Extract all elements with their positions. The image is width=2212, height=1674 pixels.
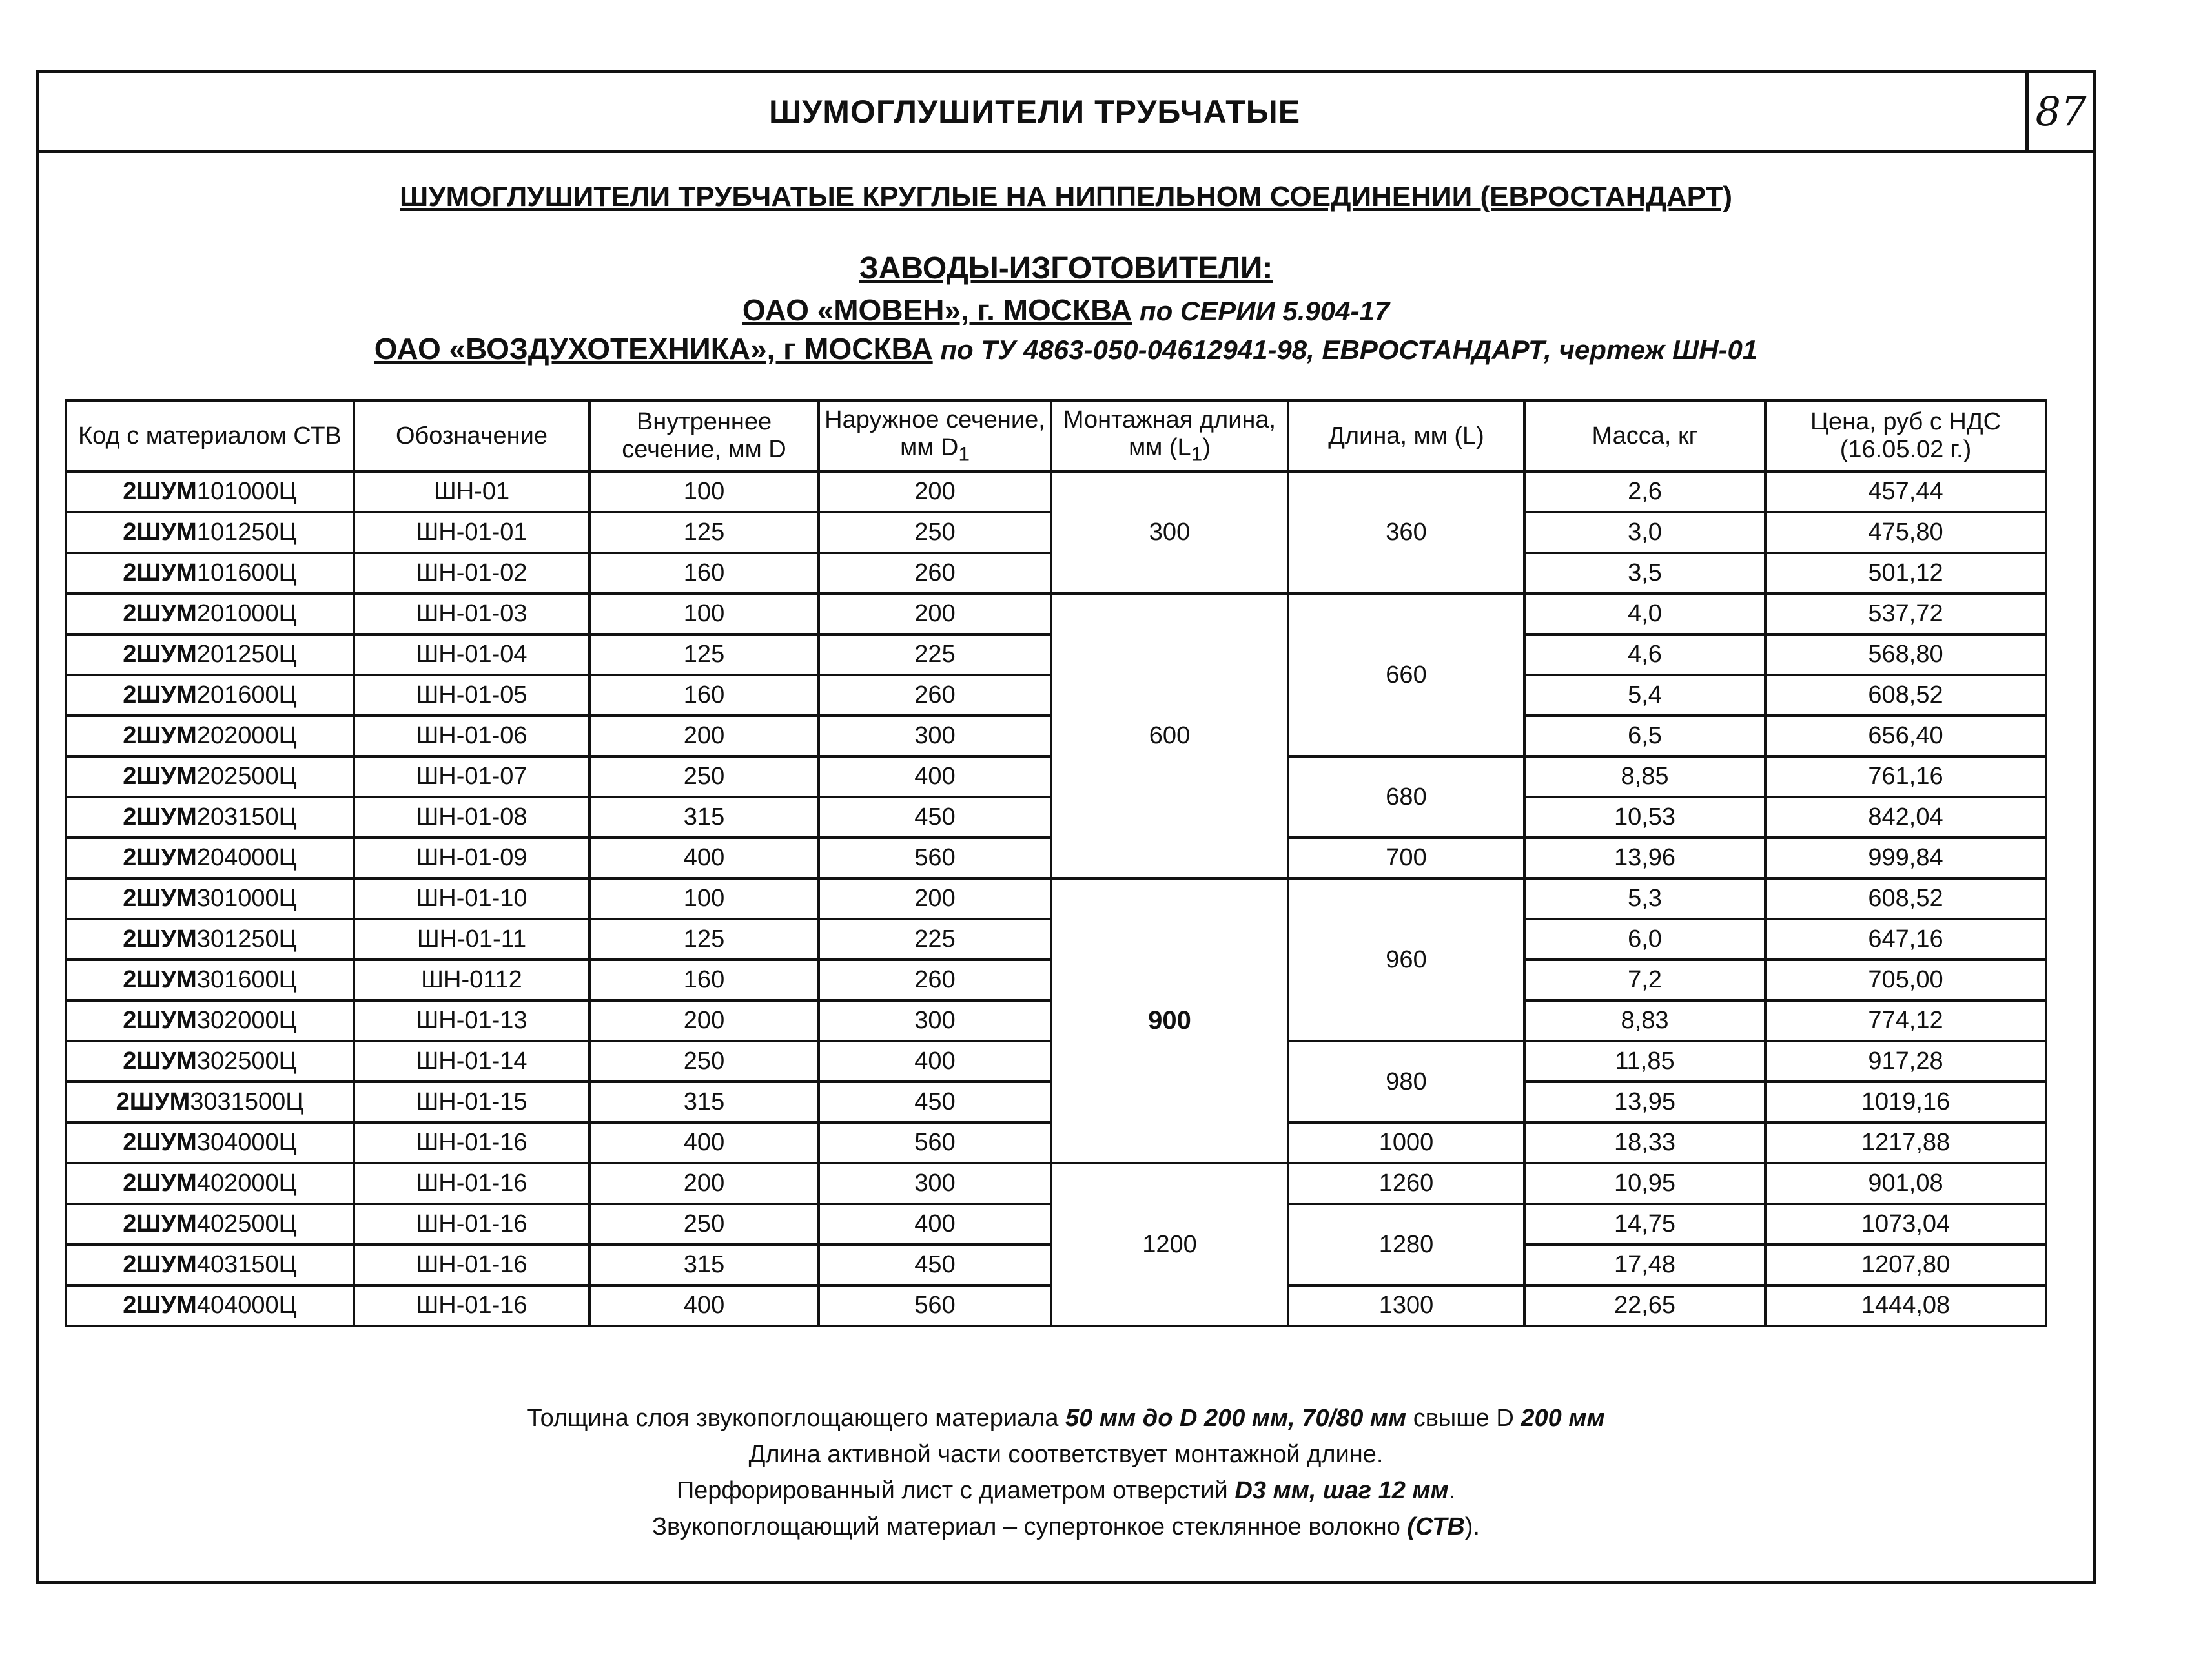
note-3-c: . [1448, 1477, 1456, 1504]
cell-inner-d: 250 [589, 1204, 819, 1245]
section-subtitle: ШУМОГЛУШИТЕЛИ ТРУБЧАТЫЕ КРУГЛЫЕ НА НИППЕЛЬНОМ СОЕДИНЕНИИ (ЕВРОСТАНДАРТ) [400, 181, 1732, 212]
code-number: 201000Ц [196, 600, 297, 628]
table-row [66, 471, 2046, 512]
manufacturer-2-note: по ТУ 4863-050-04612941-98, ЕВРОСТАНДАРТ, чертеж ШН-01 [932, 335, 1758, 365]
header-designation: Обозначение [354, 400, 589, 471]
cell-code [66, 1285, 354, 1326]
code-prefix: 2ШУМ [123, 600, 197, 628]
table-header-row [66, 400, 2046, 471]
cell-outer-d1: 200 [819, 878, 1051, 919]
cell-code [66, 960, 354, 1000]
code-prefix: 2ШУМ [123, 722, 197, 750]
cell-inner-d: 125 [589, 919, 819, 960]
code-number: 101000Ц [196, 478, 297, 506]
code-number: 304000Ц [196, 1129, 297, 1157]
cell-mass: 18,33 [1524, 1122, 1765, 1163]
cell-price: 901,08 [1765, 1163, 2046, 1204]
code-prefix: 2ШУМ [123, 641, 197, 668]
cell-designation: ШН-01-08 [354, 797, 589, 838]
cell-price: 608,52 [1765, 675, 2046, 716]
cell-mass: 13,95 [1524, 1082, 1765, 1122]
cell-code [66, 1000, 354, 1041]
cell-inner-d: 160 [589, 675, 819, 716]
cell-inner-d: 160 [589, 553, 819, 594]
cell-code [66, 756, 354, 797]
cell-designation: ШН-01-15 [354, 1082, 589, 1122]
page-frame [36, 70, 2096, 1584]
cell-designation: ШН-01-10 [354, 878, 589, 919]
cell-outer-d1: 225 [819, 634, 1051, 675]
cell-code [66, 1163, 354, 1204]
cell-code [66, 512, 354, 553]
code-prefix: 2ШУМ [123, 885, 197, 913]
code-number: 202500Ц [196, 763, 297, 790]
cell-mass: 10,53 [1524, 797, 1765, 838]
header-mount-sub: 1 [1191, 442, 1203, 466]
cell-code [66, 797, 354, 838]
note-3-a: Перфорированный лист с диаметром отверстий [676, 1477, 1235, 1504]
code-prefix: 2ШУМ [123, 1170, 197, 1197]
cell-price: 1444,08 [1765, 1285, 2046, 1326]
cell-price: 774,12 [1765, 1000, 2046, 1041]
cell-designation: ШН-01-07 [354, 756, 589, 797]
code-number: 101600Ц [196, 559, 297, 587]
note-3-b: D3 мм, шаг 12 мм [1234, 1477, 1449, 1504]
cell-outer-d1: 560 [819, 1285, 1051, 1326]
cell-outer-d1: 560 [819, 838, 1051, 878]
code-prefix: 2ШУМ [123, 478, 197, 506]
code-number: 203150Ц [196, 803, 297, 831]
cell-price: 1207,80 [1765, 1245, 2046, 1285]
note-2: Длина активной части соответствует монтажной длине. [748, 1441, 1384, 1468]
cell-outer-d1: 200 [819, 594, 1051, 634]
cell-designation: ШН-01 [354, 471, 589, 512]
cell-mass: 6,5 [1524, 716, 1765, 756]
code-prefix: 2ШУМ [123, 519, 197, 546]
cell-designation: ШН-01-03 [354, 594, 589, 634]
cell-outer-d1: 300 [819, 716, 1051, 756]
cell-code [66, 1204, 354, 1245]
code-prefix: 2ШУМ [123, 1129, 197, 1157]
cell-inner-d: 315 [589, 797, 819, 838]
code-number: 201250Ц [196, 641, 297, 668]
code-number: 301000Ц [196, 885, 297, 913]
cell-outer-d1: 200 [819, 471, 1051, 512]
cell-outer-d1: 225 [819, 919, 1051, 960]
cell-mass: 5,3 [1524, 878, 1765, 919]
table-row [66, 878, 2046, 919]
cell-length: 660 [1288, 594, 1524, 756]
cell-designation: ШН-01-02 [354, 553, 589, 594]
cell-mass: 7,2 [1524, 960, 1765, 1000]
cell-inner-d: 200 [589, 1000, 819, 1041]
cell-price: 705,00 [1765, 960, 2046, 1000]
cell-price: 647,16 [1765, 919, 2046, 960]
code-number: 301250Ц [196, 925, 297, 953]
cell-outer-d1: 400 [819, 1204, 1051, 1245]
cell-length: 1300 [1288, 1285, 1524, 1326]
manufacturer-2-name: ОАО «ВОЗДУХОТЕХНИКА», г МОСКВА [374, 332, 933, 366]
code-number: 404000Ц [196, 1292, 297, 1319]
cell-inner-d: 250 [589, 756, 819, 797]
cell-inner-d: 100 [589, 594, 819, 634]
table-row [66, 594, 2046, 634]
header-outer-sub: 1 [958, 442, 970, 466]
cell-price: 761,16 [1765, 756, 2046, 797]
cell-price: 501,12 [1765, 553, 2046, 594]
cell-mass: 22,65 [1524, 1285, 1765, 1326]
header-price: Цена, руб с НДС (16.05.02 г.) [1765, 400, 2046, 471]
cell-price: 457,44 [1765, 471, 2046, 512]
cell-designation: ШН-01-11 [354, 919, 589, 960]
cell-price: 917,28 [1765, 1041, 2046, 1082]
code-prefix: 2ШУМ [123, 763, 197, 790]
cell-length: 1260 [1288, 1163, 1524, 1204]
cell-outer-d1: 300 [819, 1163, 1051, 1204]
manufacturers-heading: ЗАВОДЫ-ИЗГОТОВИТЕЛИ: [859, 251, 1273, 285]
cell-mass: 17,48 [1524, 1245, 1765, 1285]
code-number: 402000Ц [196, 1170, 297, 1197]
silencer-spec-table [65, 399, 2047, 1327]
manufacturer-1-name: ОАО «МОВЕН», г. МОСКВА [742, 293, 1132, 327]
cell-inner-d: 125 [589, 634, 819, 675]
cell-length: 680 [1288, 756, 1524, 838]
cell-price: 1217,88 [1765, 1122, 2046, 1163]
code-prefix: 2ШУМ [123, 1251, 197, 1279]
code-prefix: 2ШУМ [123, 844, 197, 872]
cell-mass: 3,0 [1524, 512, 1765, 553]
cell-length: 980 [1288, 1041, 1524, 1122]
note-1-a: Толщина слоя звукопоглощающего материала [527, 1405, 1066, 1432]
cell-inner-d: 400 [589, 1285, 819, 1326]
code-prefix: 2ШУМ [123, 803, 197, 831]
code-number: 202000Ц [196, 722, 297, 750]
cell-outer-d1: 450 [819, 1082, 1051, 1122]
cell-mount-length: 1200 [1051, 1163, 1288, 1326]
header-mount-close: ) [1202, 433, 1211, 461]
manufacturer-line-1 [39, 293, 2093, 327]
cell-mass: 10,95 [1524, 1163, 1765, 1204]
code-number: 204000Ц [196, 844, 297, 872]
cell-outer-d1: 400 [819, 1041, 1051, 1082]
code-prefix: 2ШУМ [123, 681, 197, 709]
cell-code [66, 878, 354, 919]
note-4-b: (СТВ [1407, 1513, 1465, 1540]
cell-inner-d: 200 [589, 716, 819, 756]
code-prefix: 2ШУМ [123, 925, 197, 953]
cell-designation: ШН-01-13 [354, 1000, 589, 1041]
table-body [66, 471, 2046, 1326]
page-title: ШУМОГЛУШИТЕЛИ ТРУБЧАТЫЕ [768, 93, 1301, 130]
cell-code [66, 919, 354, 960]
cell-price: 537,72 [1765, 594, 2046, 634]
cell-designation: ШН-01-14 [354, 1041, 589, 1082]
cell-mass: 4,0 [1524, 594, 1765, 634]
cell-outer-d1: 300 [819, 1000, 1051, 1041]
cell-designation: ШН-01-06 [354, 716, 589, 756]
code-number: 402500Ц [196, 1210, 297, 1238]
cell-mass: 8,83 [1524, 1000, 1765, 1041]
cell-outer-d1: 260 [819, 960, 1051, 1000]
cell-code [66, 634, 354, 675]
code-prefix: 2ШУМ [123, 1210, 197, 1238]
cell-outer-d1: 260 [819, 553, 1051, 594]
cell-inner-d: 400 [589, 1122, 819, 1163]
cell-outer-d1: 260 [819, 675, 1051, 716]
code-number: 302500Ц [196, 1048, 297, 1075]
note-3 [39, 1472, 2093, 1509]
cell-mass: 6,0 [1524, 919, 1765, 960]
cell-length: 960 [1288, 878, 1524, 1041]
cell-mass: 14,75 [1524, 1204, 1765, 1245]
note-4-c: ). [1464, 1513, 1480, 1540]
cell-length: 360 [1288, 471, 1524, 594]
cell-inner-d: 400 [589, 838, 819, 878]
cell-code [66, 716, 354, 756]
cell-mount-length: 600 [1051, 594, 1288, 878]
cell-code [66, 838, 354, 878]
cell-outer-d1: 400 [819, 756, 1051, 797]
cell-price: 1073,04 [1765, 1204, 2046, 1245]
cell-designation: ШН-01-04 [354, 634, 589, 675]
note-1-b: 50 мм до D 200 мм, 70/80 мм [1065, 1405, 1407, 1432]
header-mount-text: Монтажная длина, мм (L [1063, 406, 1276, 461]
cell-price: 656,40 [1765, 716, 2046, 756]
header-length: Длина, мм (L) [1288, 400, 1524, 471]
cell-code [66, 1041, 354, 1082]
code-prefix: 2ШУМ [123, 966, 197, 994]
cell-designation: ШН-01-16 [354, 1122, 589, 1163]
cell-mass: 8,85 [1524, 756, 1765, 797]
header-mass: Масса, кг [1524, 400, 1765, 471]
cell-designation: ШН-0112 [354, 960, 589, 1000]
code-number: 3031500Ц [190, 1088, 304, 1116]
cell-inner-d: 100 [589, 878, 819, 919]
header-code: Код с материалом СТВ [66, 400, 354, 471]
cell-price: 475,80 [1765, 512, 2046, 553]
cell-mass: 3,5 [1524, 553, 1765, 594]
code-prefix: 2ШУМ [123, 1292, 197, 1319]
cell-designation: ШН-01-16 [354, 1204, 589, 1245]
cell-code [66, 1245, 354, 1285]
cell-price: 1019,16 [1765, 1082, 2046, 1122]
cell-inner-d: 160 [589, 960, 819, 1000]
cell-inner-d: 315 [589, 1245, 819, 1285]
note-1-d: 200 мм [1521, 1405, 1605, 1432]
header-outer-section [819, 400, 1051, 471]
cell-code [66, 675, 354, 716]
cell-mass: 5,4 [1524, 675, 1765, 716]
cell-length: 1280 [1288, 1204, 1524, 1285]
cell-outer-d1: 450 [819, 1245, 1051, 1285]
cell-designation: ШН-01-16 [354, 1285, 589, 1326]
cell-inner-d: 100 [589, 471, 819, 512]
code-number: 302000Ц [196, 1007, 297, 1035]
page-number: 87 [2025, 73, 2093, 150]
code-number: 101250Ц [196, 519, 297, 546]
cell-code [66, 471, 354, 512]
code-prefix: 2ШУМ [123, 1048, 197, 1075]
cell-inner-d: 250 [589, 1041, 819, 1082]
cell-outer-d1: 560 [819, 1122, 1051, 1163]
header-mount-length [1051, 400, 1288, 471]
cell-outer-d1: 250 [819, 512, 1051, 553]
cell-mass: 2,6 [1524, 471, 1765, 512]
cell-code [66, 594, 354, 634]
cell-outer-d1: 450 [819, 797, 1051, 838]
cell-mount-length: 900 [1051, 878, 1288, 1163]
cell-length: 1000 [1288, 1122, 1524, 1163]
header-row [39, 73, 2093, 153]
cell-inner-d: 125 [589, 512, 819, 553]
cell-mass: 11,85 [1524, 1041, 1765, 1082]
cell-mount-length: 300 [1051, 471, 1288, 594]
header-outer-text: Наружное сечение, мм D [824, 406, 1045, 461]
note-4-a: Звукопоглощающий материал – супертонкое стеклянное волокно [652, 1513, 1408, 1540]
note-4 [39, 1509, 2093, 1545]
manufacturer-1-note: по СЕРИИ 5.904-17 [1132, 296, 1390, 326]
cell-price: 842,04 [1765, 797, 2046, 838]
cell-inner-d: 315 [589, 1082, 819, 1122]
code-number: 403150Ц [196, 1251, 297, 1279]
cell-designation: ШН-01-16 [354, 1163, 589, 1204]
cell-designation: ШН-01-01 [354, 512, 589, 553]
code-prefix: 2ШУМ [123, 1007, 197, 1035]
notes-block [39, 1400, 2093, 1545]
manufacturer-line-2 [39, 331, 2093, 366]
code-number: 301600Ц [196, 966, 297, 994]
cell-code [66, 1082, 354, 1122]
code-prefix: 2ШУМ [116, 1088, 190, 1116]
code-prefix: 2ШУМ [123, 559, 197, 587]
note-1-c: свыше D [1406, 1405, 1521, 1432]
header-inner-section: Внутреннее сечение, мм D [589, 400, 819, 471]
cell-price: 608,52 [1765, 878, 2046, 919]
cell-code [66, 1122, 354, 1163]
cell-price: 568,80 [1765, 634, 2046, 675]
code-number: 201600Ц [196, 681, 297, 709]
cell-mass: 4,6 [1524, 634, 1765, 675]
cell-mass: 13,96 [1524, 838, 1765, 878]
cell-price: 999,84 [1765, 838, 2046, 878]
note-1 [39, 1400, 2093, 1436]
cell-inner-d: 200 [589, 1163, 819, 1204]
cell-designation: ШН-01-16 [354, 1245, 589, 1285]
cell-length: 700 [1288, 838, 1524, 878]
cell-designation: ШН-01-05 [354, 675, 589, 716]
cell-code [66, 553, 354, 594]
table-row [66, 1163, 2046, 1204]
cell-designation: ШН-01-09 [354, 838, 589, 878]
